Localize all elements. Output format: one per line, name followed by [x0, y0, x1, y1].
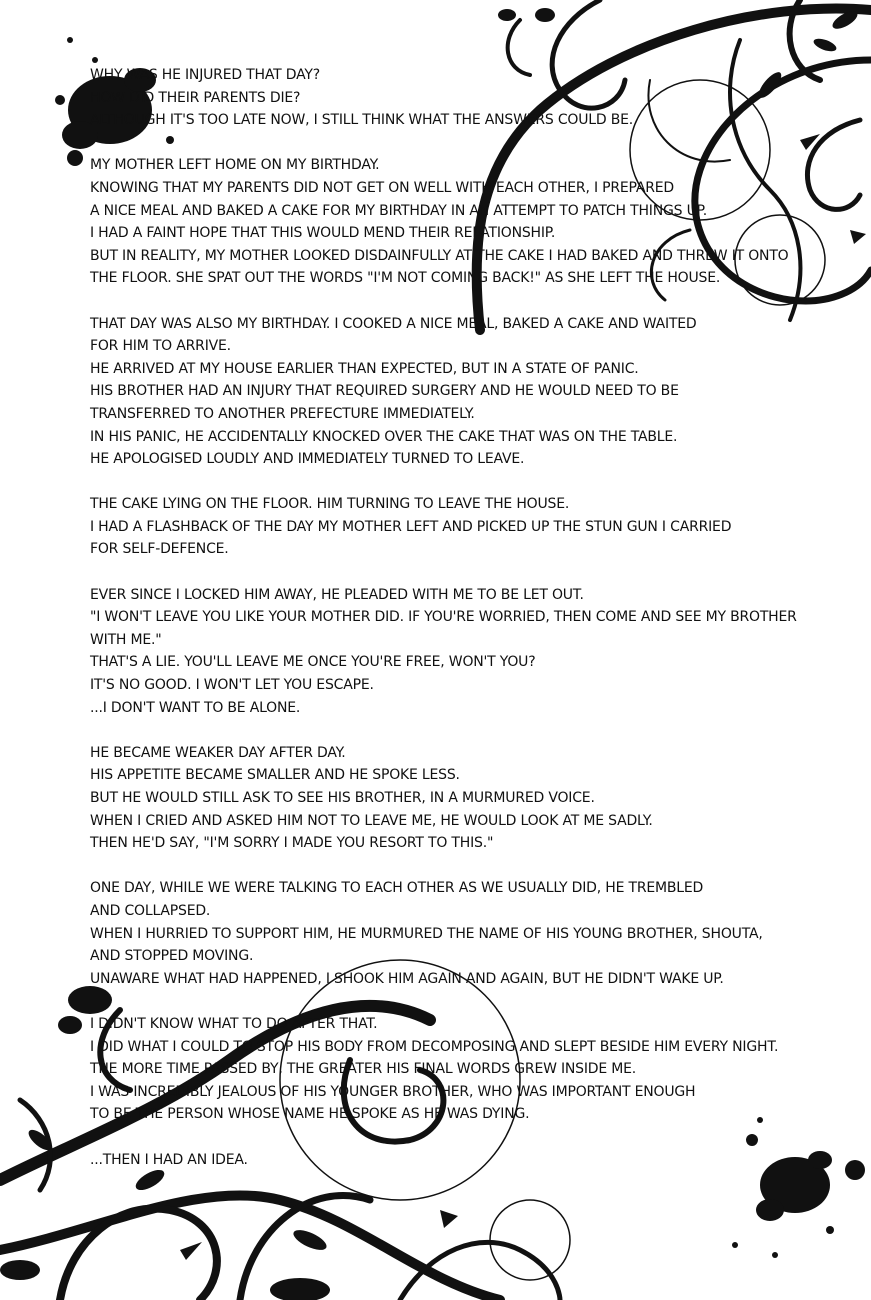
text-line: EVER SINCE I LOCKED HIM AWAY, HE PLEADED WITH ME TO BE LET OUT. [90, 586, 584, 603]
paragraph-gap [90, 990, 850, 1013]
text-line: "I WON'T LEAVE YOU LIKE YOUR MOTHER DID. IF YOU'RE WORRIED, THEN COME AND SEE MY BROTHER [90, 609, 797, 626]
text-line: WHEN I HURRIED TO SUPPORT HIM, HE MURMURED THE NAME OF HIS YOUNG BROTHER, SHOUTA, [90, 925, 763, 942]
paragraph-5 [90, 584, 850, 720]
paragraph-6 [90, 742, 850, 855]
text-line: THE CAKE LYING ON THE FLOOR. HIM TURNING TO LEAVE THE HOUSE. [90, 496, 570, 513]
text-line: MY MOTHER LEFT HOME ON MY BIRTHDAY. [90, 157, 380, 174]
text-line: BUT IN REALITY, MY MOTHER LOOKED DISDAINFULLY AT THE CAKE I HAD BAKED AND THREW IT ONTO [90, 247, 789, 264]
text-line: WHY WAS HE INJURED THAT DAY? [90, 67, 320, 83]
paragraph-gap [90, 471, 850, 494]
text-line: HOW DID THEIR PARENTS DIE? [90, 89, 301, 106]
text-line: WITH ME." [90, 631, 162, 648]
text-line: HE APOLOGISED LOUDLY AND IMMEDIATELY TURNED TO LEAVE. [90, 451, 525, 468]
text-line: BUT HE WOULD STILL ASK TO SEE HIS BROTHER, IN A MURMURED VOICE. [90, 790, 595, 806]
text-line: I HAD A FLASHBACK OF THE DAY MY MOTHER LEFT AND PICKED UP THE STUN GUN I CARRIED [90, 518, 732, 535]
text-line: AND STOPPED MOVING. [90, 948, 254, 965]
text-line: THE MORE TIME PASSED BY, THE GREATER HIS FINAL WORDS GREW INSIDE ME. [90, 1061, 637, 1078]
paragraph-4 [90, 493, 850, 561]
text-line: I WAS INCREDIBLY JEALOUS OF HIS YOUNGER BROTHER, WHO WAS IMPORTANT ENOUGH [90, 1083, 696, 1100]
text-line: ...I DON'T WANT TO BE ALONE. [90, 699, 301, 716]
text-line: I DID WHAT I COULD TO STOP HIS BODY FROM DECOMPOSING AND SLEPT BESIDE HIM EVERY NIGHT. [90, 1038, 779, 1055]
paragraph-gap [90, 290, 850, 313]
text-line: IN HIS PANIC, HE ACCIDENTALLY KNOCKED OVER THE CAKE THAT WAS ON THE TABLE. [90, 428, 678, 445]
paragraph-gap [90, 719, 850, 742]
text-line: THAT DAY WAS ALSO MY BIRTHDAY. I COOKED A NICE MEAL, BAKED A CAKE AND WAITED [90, 315, 697, 332]
text-line: HIS APPETITE BECAME SMALLER AND HE SPOKE LESS. [90, 767, 460, 784]
paragraph-8 [90, 1013, 850, 1126]
paragraph-2 [90, 154, 850, 290]
text-line: FOR HIM TO ARRIVE. [90, 338, 231, 355]
paragraph-9 [90, 1149, 850, 1172]
text-line: WHEN I CRIED AND ASKED HIM NOT TO LEAVE ME, HE WOULD LOOK AT ME SADLY. [90, 812, 653, 829]
text-line: IT'S NO GOOD. I WON'T LET YOU ESCAPE. [90, 677, 374, 694]
paragraph-7 [90, 877, 850, 990]
text-line: ...THEN I HAD AN IDEA. [90, 1151, 248, 1168]
paragraph-gap [90, 561, 850, 584]
text-line: TRANSFERRED TO ANOTHER PREFECTURE IMMEDIATELY. [90, 405, 475, 422]
text-line: FOR SELF-DEFENCE. [90, 541, 229, 558]
text-line: THEN HE'D SAY, "I'M SORRY I MADE YOU RESORT TO THIS." [90, 835, 494, 852]
text-line: AND COLLAPSED. [90, 902, 211, 919]
text-line: HIS BROTHER HAD AN INJURY THAT REQUIRED SURGERY AND HE WOULD NEED TO BE [90, 383, 679, 400]
paragraph-gap [90, 1126, 850, 1149]
text-line: I HAD A FAINT HOPE THAT THIS WOULD MEND THEIR RELATIONSHIP. [90, 225, 556, 242]
text-line: HE BECAME WEAKER DAY AFTER DAY. [90, 744, 346, 761]
text-line: THE FLOOR. SHE SPAT OUT THE WORDS "I'M NOT COMING BACK!" AS SHE LEFT THE HOUSE. [90, 270, 721, 287]
text-line: I DIDN'T KNOW WHAT TO DO AFTER THAT. [90, 1015, 378, 1032]
text-line: TO BE THE PERSON WHOSE NAME HE SPOKE AS HE WAS DYING. [90, 1106, 530, 1123]
paragraph-gap [90, 132, 850, 155]
text-line: KNOWING THAT MY PARENTS DID NOT GET ON WELL WITH EACH OTHER, I PREPARED [90, 179, 675, 196]
text-line: ALTHOUGH IT'S TOO LATE NOW, I STILL THINK WHAT THE ANSWERS COULD BE. [90, 112, 634, 129]
paragraph-3 [90, 313, 850, 471]
paragraph-gap [90, 855, 850, 878]
paragraph-1 [90, 64, 850, 132]
text-line: ONE DAY, WHILE WE WERE TALKING TO EACH OTHER AS WE USUALLY DID, HE TREMBLED [90, 880, 704, 897]
text-line: UNAWARE WHAT HAD HAPPENED, I SHOOK HIM AGAIN AND AGAIN, BUT HE DIDN'T WAKE UP. [90, 970, 724, 987]
text-line: THAT'S A LIE. YOU'LL LEAVE ME ONCE YOU'RE FREE, WON'T YOU? [90, 654, 536, 671]
story-text [90, 64, 850, 1171]
text-line: A NICE MEAL AND BAKED A CAKE FOR MY BIRTHDAY IN AN ATTEMPT TO PATCH THINGS UP. [90, 202, 707, 219]
text-line: HE ARRIVED AT MY HOUSE EARLIER THAN EXPECTED, BUT IN A STATE OF PANIC. [90, 360, 639, 377]
